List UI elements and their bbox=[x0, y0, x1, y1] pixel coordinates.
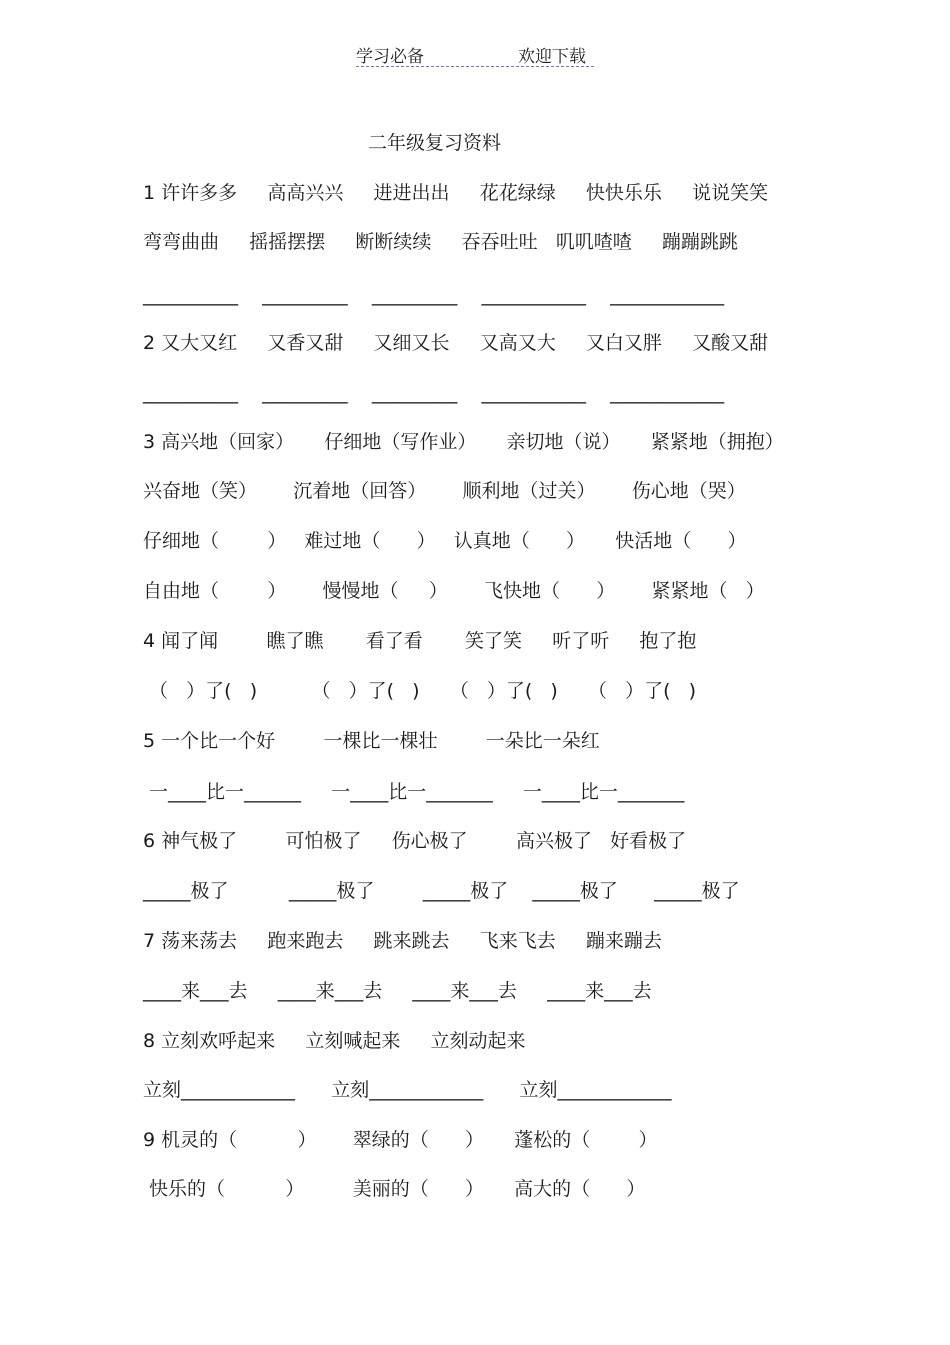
line-3-words: 3 高兴地（回家） 仔细地（写作业） 亲切地（说） 紧紧地（拥抱） bbox=[143, 431, 784, 453]
header-left-text: 学习必备 bbox=[356, 47, 424, 67]
line-6-words: 6 神气极了 可怕极了 伤心极了 高兴极了 好看极了 bbox=[143, 830, 687, 852]
line-1-words: 1 许许多多 高高兴兴 进进出出 花花绿绿 快快乐乐 说说笑笑 bbox=[143, 182, 769, 204]
line-7-words: 7 荡来荡去 跑来跑去 跳来跳去 飞来飞去 蹦来蹦去 bbox=[143, 930, 662, 952]
line-1-words-cont: 弯弯曲曲 摇摇摆摆 断断续续 吞吞吐吐 叽叽喳喳 蹦蹦跳跳 bbox=[143, 231, 738, 253]
header-right-text: 欢迎下载 bbox=[518, 47, 586, 67]
line-1-blanks: __________ _________ _________ ___________ ____________ bbox=[143, 284, 725, 306]
line-5-words: 5 一个比一个好 一棵比一棵壮 一朵比一朵红 bbox=[143, 730, 600, 752]
document-title: 二年级复习资料 bbox=[368, 132, 502, 154]
line-9-words: 9 机灵的（ ） 翠绿的（ ） 蓬松的（ ） bbox=[143, 1129, 658, 1151]
line-8-words: 8 立刻欢呼起来 立刻喊起来 立刻动起来 bbox=[143, 1030, 526, 1052]
line-3-blanks-a: 仔细地（ ） 难过地（ ） 认真地（ ） 快活地（ ） bbox=[143, 530, 747, 552]
line-6-blanks: _____极了 _____极了 _____极了 _____极了 _____极了 bbox=[143, 880, 740, 902]
line-4-words: 4 闻了闻 瞧了瞧 看了看 笑了笑 听了听 抱了抱 bbox=[143, 630, 697, 652]
line-5-blanks: 一____比一______ 一____比一_______ 一____比一_______ bbox=[143, 781, 685, 803]
line-8-blanks: 立刻____________ 立刻____________ 立刻____________ bbox=[143, 1079, 672, 1101]
line-2-words: 2 又大又红 又香又甜 又细又长 又高又大 又白又胖 又酸又甜 bbox=[143, 332, 769, 354]
line-4-blanks: （ ）了( ) （ ）了( ) （ ）了( ) （ ）了( ) bbox=[143, 680, 697, 702]
line-7-blanks: ____来___去 ____来___去 ____来___去 ____来___去 bbox=[143, 980, 652, 1002]
line-3-blanks-b: 自由地（ ） 慢慢地（ ） 飞快地（ ） 紧紧地（ ） bbox=[143, 580, 765, 602]
line-3-words-cont: 兴奋地（笑） 沉着地（回答） 顺利地（过关） 伤心地（哭） bbox=[143, 480, 746, 502]
page-header bbox=[356, 40, 594, 67]
line-2-blanks: __________ _________ _________ ___________ ____________ bbox=[143, 382, 725, 404]
line-9-words-cont: 快乐的（ ） 美丽的（ ） 高大的（ ） bbox=[143, 1178, 646, 1200]
